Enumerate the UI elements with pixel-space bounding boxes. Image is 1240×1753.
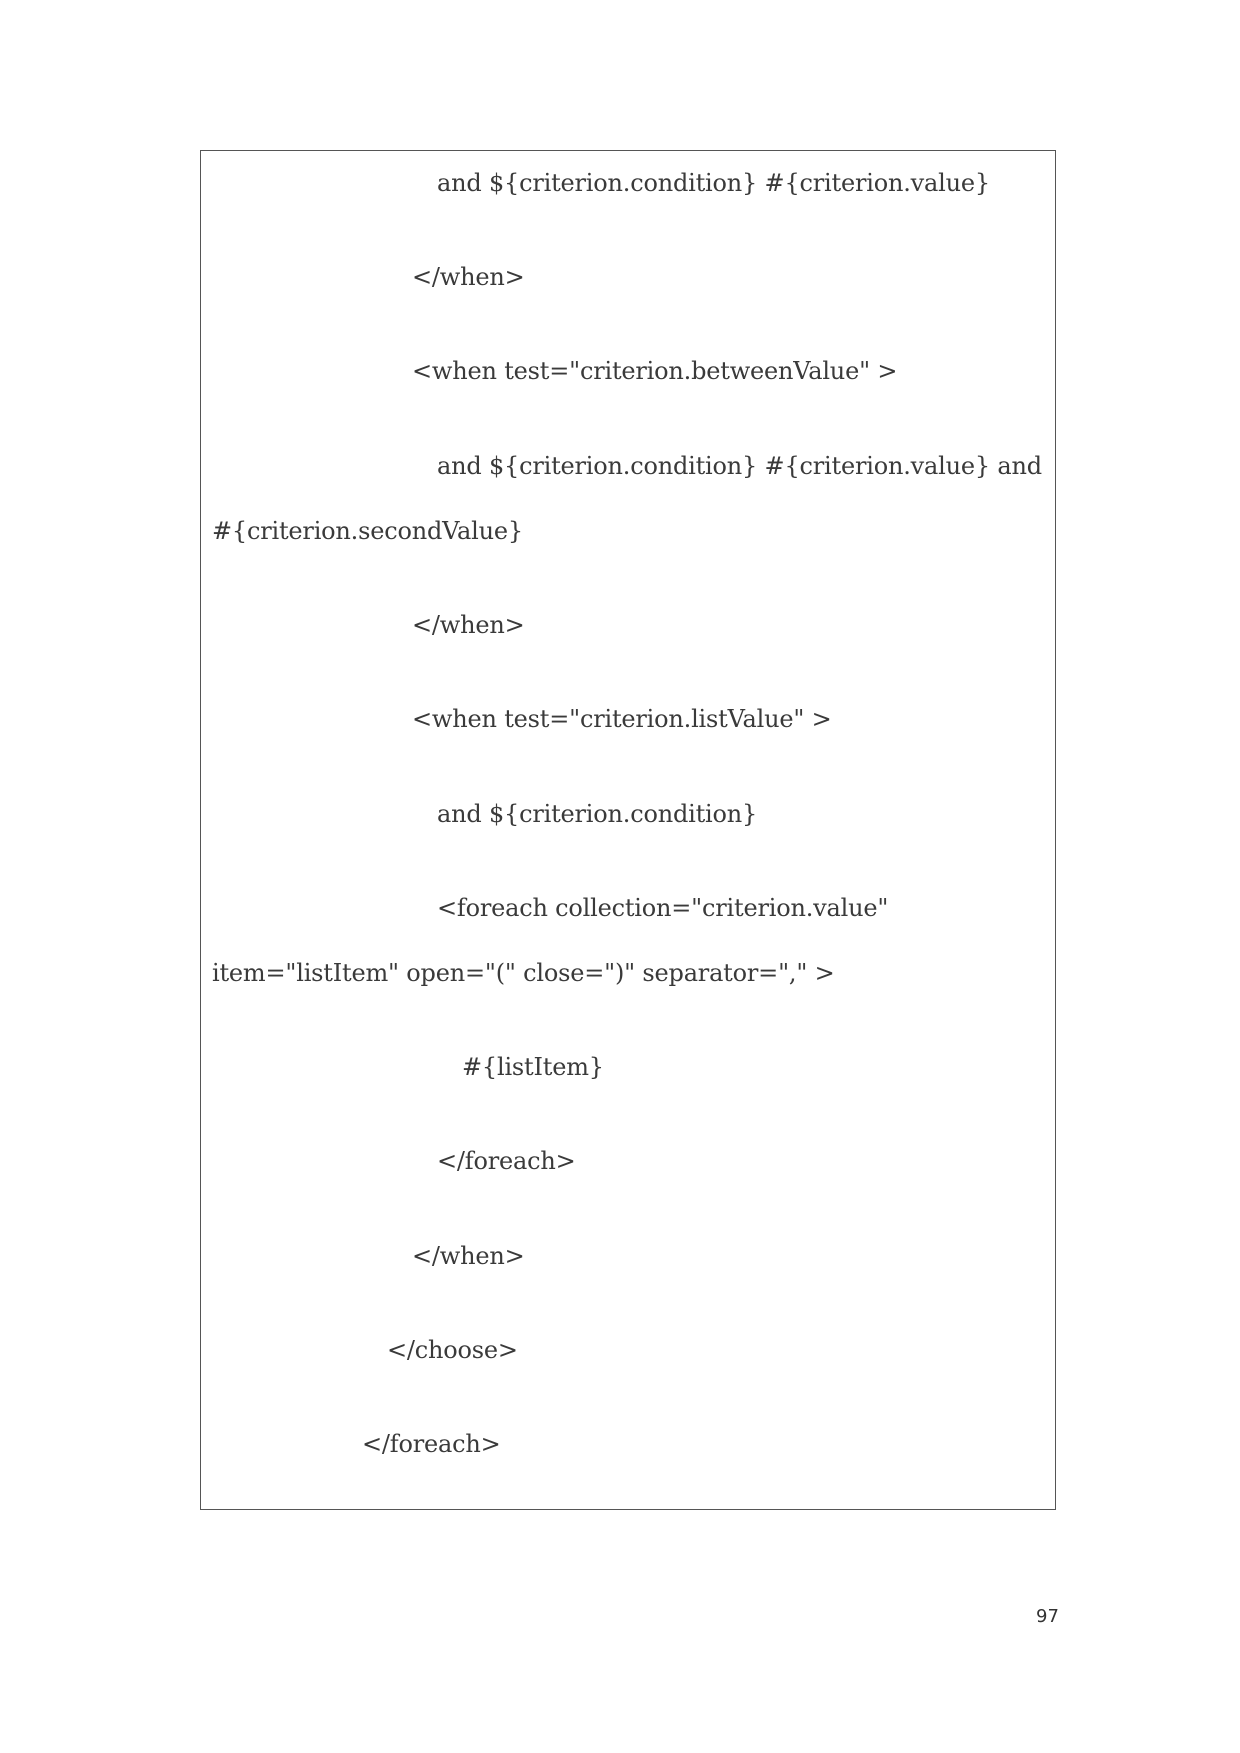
code-line: <when test="criterion.listValue" > (412, 705, 832, 733)
code-line: #{criterion.secondValue} (212, 517, 523, 545)
code-line: and ${criterion.condition} #{criterion.value} and (437, 452, 1042, 480)
code-line: </when> (412, 1242, 525, 1270)
code-line: </foreach> (362, 1430, 501, 1458)
code-line: </foreach> (437, 1147, 576, 1175)
code-line: item="listItem" open="(" close=")" separator="," > (212, 959, 835, 987)
code-line: </when> (412, 263, 525, 291)
code-line: and ${criterion.condition} (437, 800, 758, 828)
code-line: and ${criterion.condition} #{criterion.value} (437, 169, 990, 197)
code-line: </when> (412, 611, 525, 639)
code-line: #{listItem} (462, 1053, 604, 1081)
code-line: </choose> (387, 1336, 518, 1364)
page-number: 97 (1036, 1606, 1059, 1627)
code-line: <foreach collection="criterion.value" (437, 894, 889, 922)
code-listing-box (200, 150, 1056, 1510)
code-line: <when test="criterion.betweenValue" > (412, 357, 898, 385)
